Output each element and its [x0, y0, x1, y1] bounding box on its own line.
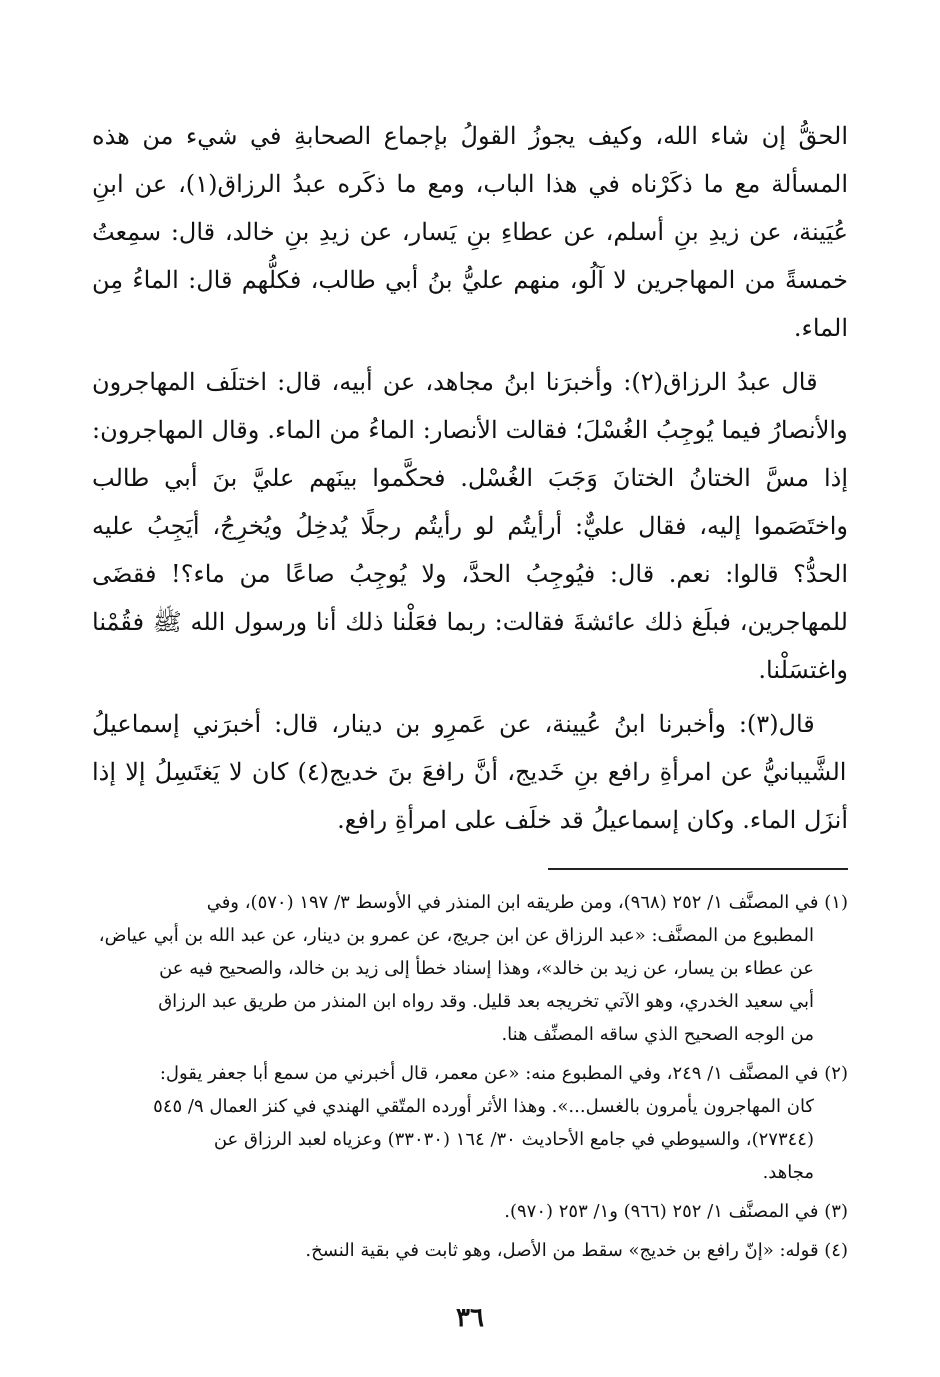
- footnote-line: (١) في المصنَّف ١/ ٢٥٢ (٩٦٨)، ومن طريقه ابن المنذر في الأوسط ٣/ ١٩٧ (٥٧٠)، وفي: [206, 892, 848, 913]
- text-line: أسلم، عن عطاءِ بنِ يَسار، عن زيدِ بنِ خالد، قال: سمِعتُ خمسةً من المهاجرين: [92, 218, 849, 294]
- footnote-3: [92, 1195, 848, 1228]
- text-line: أنزَل الماء. وكان إسماعيلُ قد خلَف على امرأةِ رافع.: [337, 806, 848, 834]
- footnote-line: (٢) في المصنَّف ١/ ٢٤٩، وفي المطبوع منه: «عن معمر، قال أخبرني من سمع أبا جعفر يقول:: [159, 1063, 848, 1084]
- text-line: إليه، فقال عليٌّ: أرأيتُم لو رأيتُم رجلًا يُدخِلُ ويُخرِجُ، أيَجِبُ عليه الحدُّ؟ قالوا:: [92, 512, 848, 588]
- book-page: [92, 112, 848, 1377]
- footnote-line: (٣) في المصنَّف ١/ ٢٥٢ (٩٦٦) و١/ ٢٥٣ (٩٧٠).: [504, 1201, 848, 1222]
- text-line: ذلك عائشةَ فقالت: ربما فعَلْنا ذلك أنا ورسول الله ﷺ فقُمْنا واغتسَلْنا.: [92, 608, 848, 684]
- text-line: قال عبدُ الرزاق(٢): وأخبرَنا ابنُ مجاهد، عن أبيه، قال: اختلَف المهاجرون: [92, 368, 818, 396]
- footnote-line: أبي سعيد الخدري، وهو الآتي تخريجه بعد قليل. وقد رواه ابن المنذر من طريق عبد الرزاق: [158, 991, 814, 1012]
- text-line: والأنصارُ فيما يُوجِبُ الغُسْلَ؛ فقالت الأنصار: الماءُ من الماء. وقال المهاجرون:: [92, 416, 848, 444]
- footnote-1: [92, 886, 848, 1051]
- footnote-line: (٢٧٣٤٤)، والسيوطي في جامع الأحاديث ٣٠/ ١٦٤ (٣٣٠٣٠) وعزياه لعبد الرزاق عن: [213, 1129, 814, 1150]
- footnote-line: عن عطاء بن يسار، عن زيد بن خالد»، وهذا إسناد خطأ إلى زيد بن خالد، والصحيح فيه عن: [159, 958, 814, 979]
- footnote-4: [92, 1234, 848, 1267]
- text-line: الشَّيبانيُّ عن امرأةِ رافع بنِ خَديج، أنَّ رافعَ بنَ خديج(٤) كان لا يَغتَسِلُ إلا إذا: [92, 758, 847, 786]
- text-line: قال(٣): وأخبرنا ابنُ عُيينة، عن عَمرِو بن دينار، قال: أخبرَني إسماعيلُ: [92, 710, 815, 738]
- footnote-line: كان المهاجرون يأمرون بالغسل...». وهذا الأثر أورده المتّقي الهندي في كنز العمال ٩/ ٥٤٥: [153, 1096, 814, 1117]
- footnote-2: [92, 1057, 848, 1189]
- footnote-line: مجاهد.: [762, 1162, 814, 1183]
- footnote-separator: [548, 868, 848, 870]
- page-number: ٣٦: [456, 1303, 484, 1333]
- text-line: لا آلُو، منهم عليُّ بنُ أبي طالب، فكلُّهم قال: الماءُ مِن الماء.: [92, 266, 848, 342]
- text-line: إذا مسَّ الختانُ الختانَ وَجَبَ الغُسْل. فحكَّموا بينَهم عليَّ بنَ أبي طالب واختَصَموا: [92, 464, 848, 540]
- paragraph-3: [92, 700, 848, 844]
- footnote-line: من الوجه الصحيح الذي ساقه المصنِّف هنا.: [501, 1024, 814, 1045]
- text-line: الحقُّ إن شاء الله، وكيف يجوزُ القولُ بإجماع الصحابةِ في شيء من هذه المسألة مع ما: [92, 122, 848, 198]
- paragraph-1: [92, 112, 848, 352]
- text-line: نعم. قال: فيُوجِبُ الحدَّ، ولا يُوجِبُ صاعًا من ماء؟! فقضَى للمهاجرين، فبلَغ: [92, 560, 848, 636]
- footnote-line: المطبوع من المصنَّف: «عبد الرزاق عن ابن جريج، عن عمرو بن دينار، عن عبد الله بن أبي عياض،: [98, 925, 814, 946]
- footnotes: [92, 886, 848, 1267]
- main-text: [92, 112, 848, 844]
- text-line: ذكَرْناه في هذا الباب، ومع ما ذكَره عبدُ الرزاق(١)، عن ابنِ عُيَينة، عن زيدِ بنِ: [92, 170, 848, 246]
- paragraph-2: [92, 358, 848, 694]
- footnote-line: (٤) قوله: «إنّ رافع بن خديج» سقط من الأصل، وهو ثابت في بقية النسخ.: [305, 1240, 848, 1261]
